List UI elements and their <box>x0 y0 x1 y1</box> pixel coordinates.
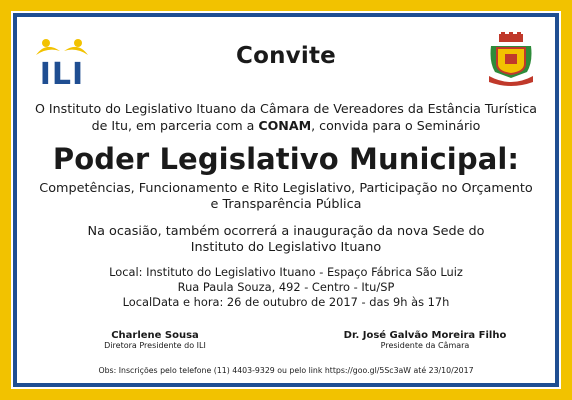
location-line-1: Local: Instituto do Legislativo Ituano - Espaço Fábrica São Luiz <box>109 265 463 279</box>
occasion-line-2: Instituto do Legislativo Ituano <box>190 239 382 255</box>
page-title: Convite <box>236 43 336 69</box>
intro-partner: CONAM <box>258 118 312 133</box>
subtitle-line-2: e Transparência Pública <box>210 196 362 212</box>
intro-text <box>30 100 542 134</box>
registration-note: Obs: Inscrições pelo telefone (11) 4403-9329 ou pelo link https://goo.gl/5Sc3aW até 23/10/2017 <box>98 366 474 375</box>
location-line-3: LocalData e hora: 26 de outubro de 2017 - das 9h às 17h <box>122 295 450 309</box>
event-title: Poder Legislativo Municipal: <box>52 142 520 176</box>
subtitle-line-1: Competências, Funcionamento e Rito Legislativo, Participação no Orçamento <box>39 181 533 196</box>
logo-text: ILI <box>39 57 85 89</box>
intro-before: O Instituto do Legislativo Ituano da Câmara de Vereadores da Estância Turística de Itu, em parceria com a <box>35 101 537 133</box>
location-line-2: Rua Paula Souza, 492 - Centro - Itu/SP <box>177 280 395 294</box>
signature-name: Charlene Sousa <box>111 330 199 341</box>
event-subtitle <box>30 181 542 212</box>
occasion-text <box>40 224 532 255</box>
location-block <box>40 265 532 310</box>
intro-after: , convida para o Seminário <box>311 118 481 133</box>
signature-right <box>310 330 540 350</box>
occasion-line-1: Na ocasião, também ocorrerá a inauguração da nova Sede do <box>87 224 485 239</box>
signature-left <box>60 330 250 350</box>
signature-role: Diretora Presidente do ILI <box>104 341 206 350</box>
signature-role: Presidente da Câmara <box>380 341 470 350</box>
signature-name: Dr. José Galvão Moreira Filho <box>343 330 507 341</box>
